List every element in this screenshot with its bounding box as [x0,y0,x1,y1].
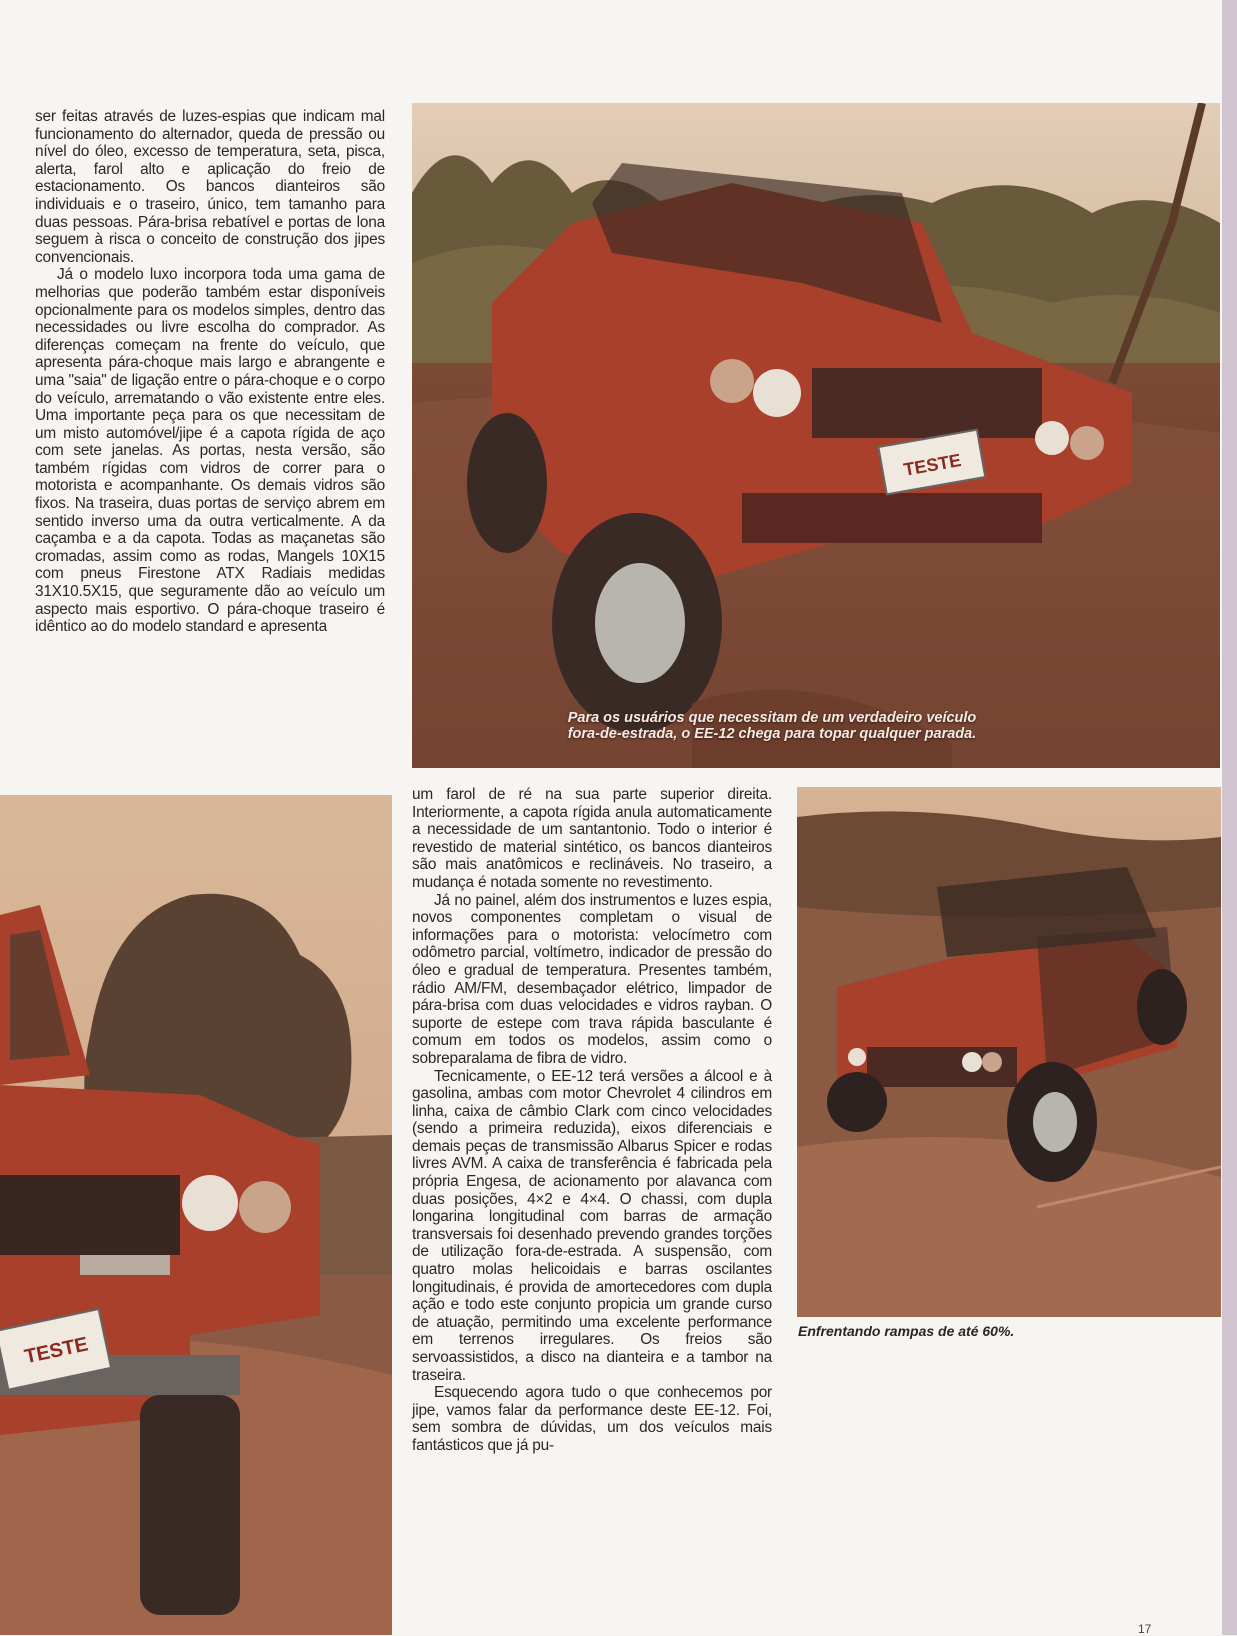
paragraph: Já o modelo luxo incorpora toda uma gama de melhorias que poderão também estar disponíveis opcionalmente para os modelos simples, dentro das necessidades ou livre escolha do comprador. As diferenças começam na frente do veículo, que apresenta pára-choque mais largo e abrangente e uma "saia" de ligação entre o pára-choque e o corpo do veículo, arrematando o vão existente entre eles. Uma importante peça para os que necessitam de um misto automóvel/jipe é a capota rígida de aço com sete janelas. As portas, nesta versão, são também rígidas com vidros de correr para o motorista e acompanhante. Os demais vidros são fixos. Na traseira, duas portas de serviço abrem em sentido inverso uma da outra verticalmente. A da caçamba e a da capota. Todas as maçanetas são cromadas, assim como as rodas, Mangels 10X15 com pneus Firestone ATX Radiais medidas 31X10.5X15, que seguramente dão ao veículo um aspecto mais esportivo. O pára-choque traseiro é idêntico ao do modelo standard e apresenta [35,266,385,636]
paragraph: Tecnicamente, o EE-12 terá versões a álcool e à gasolina, ambas com motor Chevrolet 4 cilindros em linha, caixa de câmbio Clark com cinco velocidades (sendo a primeira reduzida), eixos diferenciais e demais peças de transmissão Albarus Spicer e rodas livres AVM. A caixa de transferência é fabricada pela própria Engesa, de acionamento por alavanca com duas posições, 4×2 e 4×4. O chassi, com dupla longarina longitudinal com barras de armação transversais foi desenhado prevendo grandes torções de utilização fora-de-estrada. A suspensão, com quatro molas helicoidais e barras oscilantes longitudinais, é provida de amortecedores com dupla ação e todo este conjunto propicia um grande curso de atuação, permitindo uma excelente performance em terrenos irregulares. Os freios são servoassistidos, a disco na dianteira e a tambor na traseira. [412,1067,772,1384]
paragraph: Já no painel, além dos instrumentos e luzes espia, novos componentes completam o visual de informações para o motorista: velocímetro com odômetro parcial, voltímetro, indicador de pressão do óleo e gradual de temperatura. Presentes também, rádio AM/FM, desembaçador elétrico, limpador de pára-brisa com duas velocidades e vidros rayban. O suporte de estepe com trava rápida basculante é comum em todos os modelos, assim como o sobreparalama de fibra de vidro. [412,891,772,1067]
plate-text: TESTE [902,450,963,480]
photo-jeep-front-closeup [0,795,392,1635]
paragraph: ser feitas através de luzes-espias que indicam mal funcionamento do alternador, queda de pressão ou nível do óleo, excesso de temperatura, seta, pisca, alerta, farol alto e aplicação do freio de estacionamento. Os bancos dianteiros são individuais e o traseiro, único, tem tamanho para duas pessoas. Pára-brisa rebatível e portas de lona seguem à risca o conceito de construção dos jipes convencionais. [35,108,385,266]
page-edge [1222,0,1237,1635]
photo-caption-overlay: Para os usuários que necessitam de um verdadeiro veículo fora-de-estrada, o EE-12 chega para topar qualquer parada. [567,710,977,742]
article-column-left [35,108,385,636]
article-column-middle [412,786,772,1455]
photo-jeep-climbing [797,787,1221,1317]
photo-jeep-offroad [412,103,1220,768]
plate-text: TESTE [22,1333,91,1369]
page-number: 17 [1138,1622,1152,1636]
paragraph: Esquecendo agora tudo o que conhecemos por jipe, vamos falar da performance deste EE-12. Foi, sem sombra de dúvidas, um dos veículos mais fantásticos que já pu- [412,1384,772,1454]
photo-caption: Enfrentando rampas de até 60%. [798,1323,1015,1339]
paragraph: um farol de ré na sua parte superior direita. Interiormente, a capota rígida anula automaticamente a necessidade de um santantonio. Todo o interior é revestido de material sintético, os bancos dianteiros são mais anatômicos e reclináveis. No traseiro, a mudança é notada somente no revestimento. [412,786,772,891]
